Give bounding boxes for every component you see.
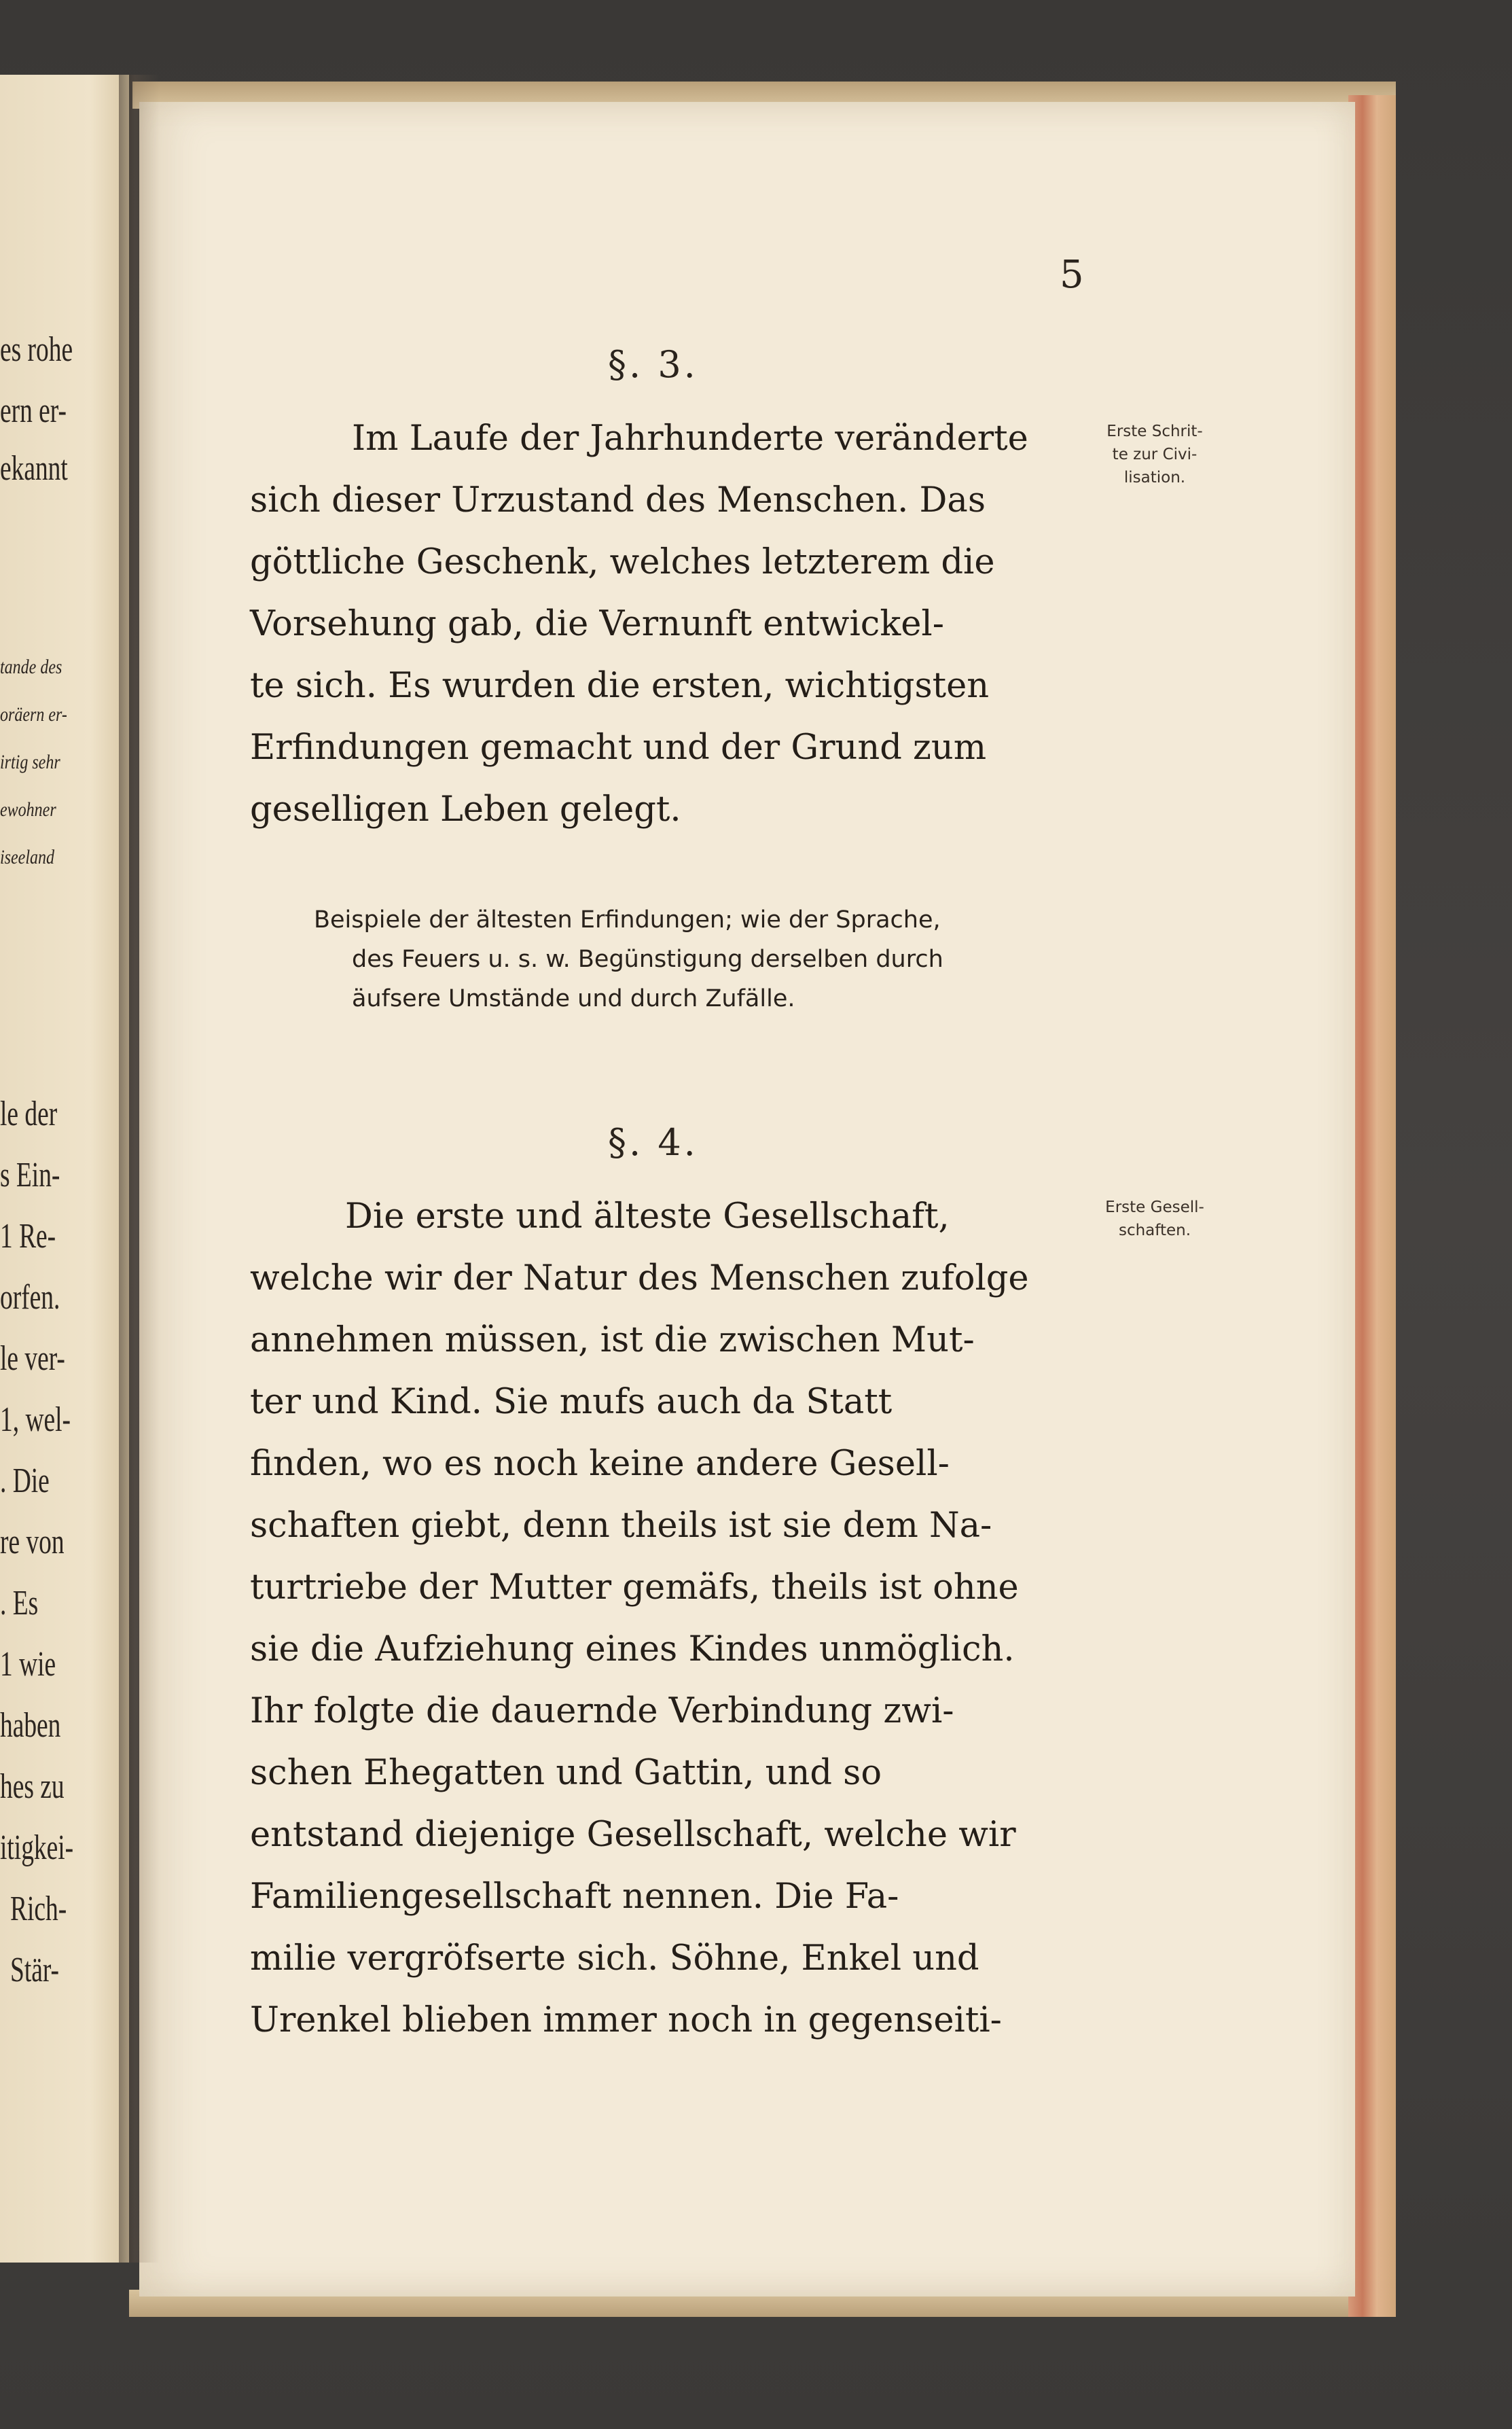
text-line: Vorsehung gab, die Vernunft entwickel- <box>250 604 944 644</box>
text-line: schen Ehegatten und Gattin, und so <box>250 1753 882 1793</box>
text-line: Ihr folgte die dauernde Verbindung zwi- <box>250 1691 954 1731</box>
margin-note-line: Erste Gesell- <box>1105 1199 1204 1216</box>
text-line: finden, wo es noch keine andere Gesell- <box>250 1444 950 1484</box>
left-page-fragment: irtig sehr <box>0 751 60 773</box>
left-page-fragment: iseeland <box>0 846 54 868</box>
note-line: Beispiele der ältesten Erfindungen; wie der Sprache, <box>314 906 941 934</box>
text-line: annehmen müssen, ist die zwischen Mut- <box>250 1320 975 1360</box>
section-3-note <box>314 900 1085 1018</box>
text-line: Urenkel blieben immer noch in gegenseiti- <box>250 2000 1002 2040</box>
left-page-fragment: ern er- <box>0 391 67 430</box>
left-page-fragment: oräern er- <box>0 703 67 726</box>
page-number: 5 <box>1060 253 1084 297</box>
book-cover-right-edge <box>1348 95 1396 2317</box>
section-4-margin-note <box>1087 1196 1223 1242</box>
text-line: ter und Kind. Sie mufs auch da Statt <box>250 1382 893 1422</box>
left-page-fragment: Rich- <box>10 1890 67 1928</box>
text-line: te sich. Es wurden die ersten, wichtigsten <box>250 666 990 706</box>
left-page-fragment: 1 wie <box>0 1645 56 1684</box>
margin-note-line: te zur Civi- <box>1112 446 1198 463</box>
section-4-paragraph <box>250 1186 1087 2051</box>
margin-note-line: lisation. <box>1123 469 1186 486</box>
text-line: Familiengesellschaft nennen. Die Fa- <box>250 1877 899 1917</box>
note-line: des Feuers u. s. w. Begünstigung derselben durch <box>352 946 943 973</box>
section-3-paragraph <box>250 408 1087 840</box>
left-page-fragment: 1, wel- <box>0 1400 71 1439</box>
text-line: sie die Aufziehung eines Kindes unmöglich. <box>250 1629 1015 1669</box>
left-page-fragment: re von <box>0 1523 65 1561</box>
margin-note-line: schaften. <box>1118 1222 1191 1239</box>
margin-note-line: Erste Schrit- <box>1106 423 1203 440</box>
left-facing-page <box>0 75 129 2263</box>
text-line: sich dieser Urzustand des Menschen. Das <box>250 480 986 520</box>
page-gutter-shadow <box>119 75 160 2263</box>
left-page-fragment: . Die <box>0 1461 50 1500</box>
left-page-fragment: orfen. <box>0 1278 60 1317</box>
text-line: turtriebe der Mutter gemäfs, theils ist ohne <box>250 1567 1019 1608</box>
text-line: Erfindungen gemacht und der Grund zum <box>250 728 987 768</box>
text-line: Die erste und älteste Gesellschaft, <box>345 1196 950 1237</box>
left-page-fragment: hes zu <box>0 1767 65 1806</box>
left-page-fragment: haben <box>0 1706 61 1745</box>
left-page-fragment: 1 Re- <box>0 1217 56 1256</box>
text-line: schaften giebt, denn theils ist sie dem Na- <box>250 1506 992 1546</box>
left-page-fragment: itigkei- <box>0 1828 74 1867</box>
text-line: geselligen Leben gelegt. <box>250 790 681 830</box>
left-page-fragment: tande des <box>0 656 62 678</box>
text-line: entstand diejenige Gesellschaft, welche wir <box>250 1815 1016 1855</box>
left-page-fragment: es rohe <box>0 330 73 369</box>
section-4-heading: §. 4. <box>608 1121 698 1164</box>
note-line: äufsere Umstände und durch Zufälle. <box>352 985 795 1012</box>
left-page-fragment: le der <box>0 1095 58 1133</box>
left-page-fragment: ekannt <box>0 449 68 488</box>
text-line: welche wir der Natur des Menschen zufolge <box>250 1258 1029 1298</box>
left-page-fragment: le ver- <box>0 1339 65 1378</box>
text-line: Im Laufe der Jahrhunderte veränderte <box>352 419 1028 459</box>
section-3-margin-note <box>1087 420 1223 489</box>
text-line: göttliche Geschenk, welches letzterem die <box>250 542 995 582</box>
text-line: milie vergröfserte sich. Söhne, Enkel und <box>250 1938 979 1979</box>
left-page-fragment: ewohner <box>0 798 56 821</box>
left-page-fragment: s Ein- <box>0 1156 60 1194</box>
left-page-fragment: . Es <box>0 1584 39 1623</box>
section-3-heading: §. 3. <box>608 343 698 386</box>
left-page-fragment: Stär- <box>10 1951 60 1989</box>
